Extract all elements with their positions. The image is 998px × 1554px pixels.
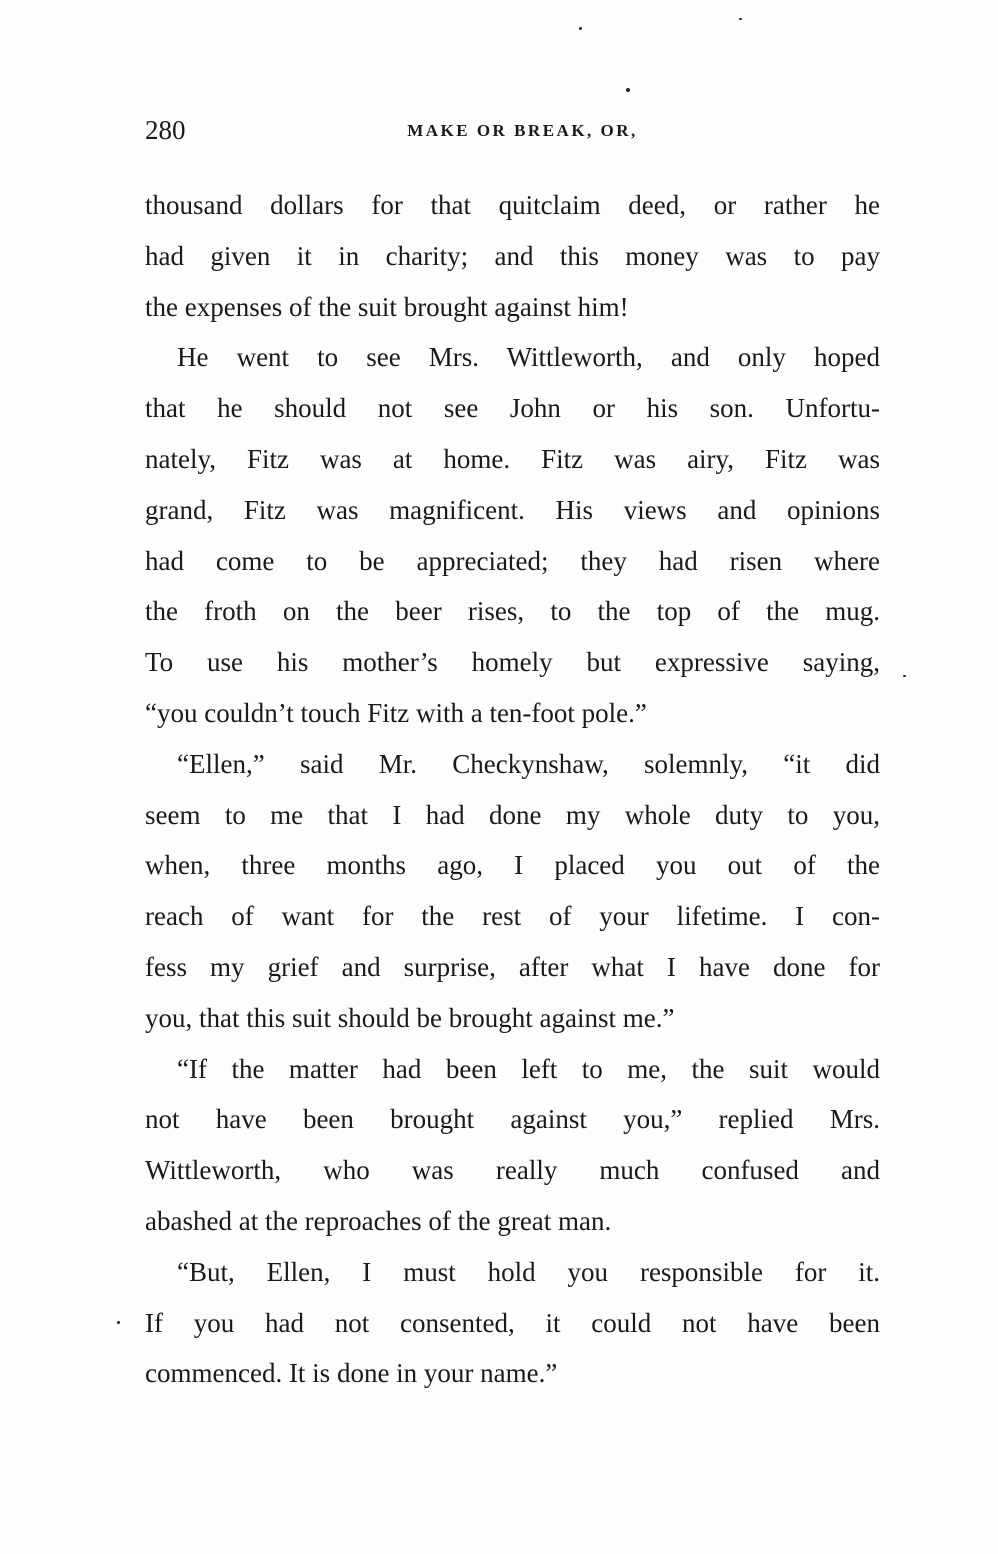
page-number: 280 <box>145 115 186 145</box>
text-line: Wittleworth, who was really much confused and <box>145 1155 880 1186</box>
text-line: If you had not consented, it could not have been <box>145 1307 880 1338</box>
text-line: To use his mother’s homely but expressive saying, <box>145 647 880 678</box>
text-line: you, that this suit should be brought against me.” <box>145 1002 675 1033</box>
text-line: that he should not see John or his son. Unfortu- <box>145 393 880 424</box>
ink-speck <box>903 675 906 677</box>
text-line: “But, Ellen, I must hold you responsible for it. <box>177 1256 880 1287</box>
text-line: grand, Fitz was magnificent. His views and opinions <box>145 494 880 525</box>
running-head <box>145 112 880 152</box>
text-line: reach of want for the rest of your lifetime. I con- <box>145 901 880 932</box>
text-line: had given it in charity; and this money was to pay <box>145 240 880 271</box>
text-line: “If the matter had been left to me, the suit would <box>177 1053 880 1084</box>
text-line: “you couldn’t touch Fitz with a ten-foot pole.” <box>145 697 647 728</box>
text-line: fess my grief and surprise, after what I have done for <box>145 951 880 982</box>
text-line: the froth on the beer rises, to the top of the mug. <box>145 596 880 627</box>
body-text <box>145 180 880 1399</box>
text-line: when, three months ago, I placed you out of the <box>145 850 880 881</box>
text-line: the expenses of the suit brought against him! <box>145 291 629 322</box>
text-line: nately, Fitz was at home. Fitz was airy, Fitz was <box>145 443 880 474</box>
ink-speck <box>579 27 582 30</box>
ink-speck <box>626 88 630 92</box>
text-line: He went to see Mrs. Wittleworth, and only hoped <box>177 342 880 373</box>
text-line: abashed at the reproaches of the great man. <box>145 1205 612 1236</box>
text-line: seem to me that I had done my whole duty to you, <box>145 799 880 830</box>
text-line: “Ellen,” said Mr. Checkynshaw, solemnly, “it did <box>177 748 880 779</box>
text-line: not have been brought against you,” replied Mrs. <box>145 1104 880 1135</box>
running-title: MAKE OR BREAK, OR, <box>407 121 638 140</box>
text-line: commenced. It is done in your name.” <box>145 1358 558 1389</box>
ink-speck <box>739 18 742 20</box>
text-line: thousand dollars for that quitclaim deed, or rather he <box>145 190 880 220</box>
ink-speck <box>117 1321 120 1324</box>
text-line: had come to be appreciated; they had risen where <box>145 545 880 576</box>
